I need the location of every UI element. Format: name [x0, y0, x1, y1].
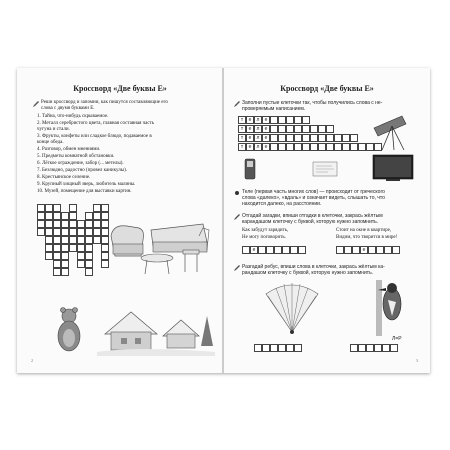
crossword-cell[interactable]	[61, 268, 69, 276]
clue-item: 5. Предметы комнатной обстановки.	[37, 154, 115, 159]
crossword-cell[interactable]	[69, 236, 77, 244]
tele-letter-cell[interactable]: е	[262, 134, 270, 142]
empty-answer-cell[interactable]	[310, 125, 318, 133]
empty-answer-cell[interactable]	[294, 134, 302, 142]
crossword-cell[interactable]	[69, 220, 77, 228]
empty-answer-cell[interactable]	[302, 125, 310, 133]
page-number-left: 2	[31, 358, 33, 363]
crossword-cell[interactable]	[85, 220, 93, 228]
crossword-cell[interactable]	[69, 204, 77, 212]
clue-item: 7. Безлюдно, радостно (провел каникулы).	[37, 168, 128, 173]
crossword-cell[interactable]	[45, 228, 53, 236]
left-instruction-line-2: слова с двумя буквами Е.	[41, 106, 95, 111]
crossword-cell[interactable]	[53, 260, 61, 268]
crossword-cell[interactable]	[93, 204, 101, 212]
crossword-cell[interactable]	[45, 244, 53, 252]
empty-answer-cell[interactable]	[278, 116, 286, 124]
rebus-hint: Л=Р	[392, 336, 402, 342]
left-instruction-line-1: Реши кроссворд и запомни, как пишутся составляющие его	[41, 100, 168, 105]
rebus-cell[interactable]	[358, 344, 366, 352]
crossword-cell[interactable]	[37, 220, 45, 228]
task2-line-2: карандашом клеточку с буквой, которую нужно запомнить.	[242, 219, 379, 225]
tele-note-line-1: Теле (первая часть многих слов) — происходит от греческого	[242, 189, 385, 195]
crossword-cell[interactable]	[45, 212, 53, 220]
crossword-cell[interactable]	[77, 252, 85, 260]
crossword-cell[interactable]	[53, 204, 61, 212]
empty-answer-cell[interactable]	[350, 143, 358, 151]
rebus-cell[interactable]	[286, 344, 294, 352]
empty-answer-cell[interactable]	[278, 125, 286, 133]
rebus-cell[interactable]	[294, 344, 302, 352]
crossword-cell[interactable]	[53, 244, 61, 252]
tele-letter-cell[interactable]: е	[246, 134, 254, 142]
empty-answer-cell[interactable]	[286, 116, 294, 124]
riddle-cell[interactable]: е	[250, 246, 258, 254]
telegram-illustration	[312, 160, 338, 178]
woodpecker-illustration	[372, 280, 412, 336]
rebus-cell[interactable]	[270, 344, 278, 352]
clue-item: 3. Фрукты, конфеты или сладкое блюдо, подаваемое в	[37, 134, 152, 139]
riddle2-line-2: Видим, что творится в мире!	[336, 235, 398, 240]
empty-answer-cell[interactable]	[286, 125, 294, 133]
clue-item: 4. Разговор, обмен мнениями.	[37, 147, 101, 152]
task1-line-1: Заполни пустые клеточки так, чтобы получились слова с не-	[242, 100, 383, 106]
empty-answer-cell[interactable]	[270, 143, 278, 151]
tele-letter-cell[interactable]: е	[262, 125, 270, 133]
riddle-cell[interactable]	[298, 246, 306, 254]
crossword-cell[interactable]	[93, 212, 101, 220]
task3-line-1: Разгадай ребус, впиши слова в клеточки, закрась жёлтым ка-	[242, 264, 385, 270]
crossword-cell[interactable]	[53, 236, 61, 244]
riddle-cell[interactable]	[376, 246, 384, 254]
pencil-icon	[234, 214, 240, 220]
tele-letter-cell[interactable]: е	[262, 143, 270, 151]
empty-answer-cell[interactable]	[270, 134, 278, 142]
empty-answer-cell[interactable]	[302, 143, 310, 151]
pencil-icon	[234, 265, 240, 271]
right-page	[224, 68, 430, 373]
empty-answer-cell[interactable]	[334, 134, 342, 142]
left-page	[17, 68, 223, 373]
tele-letter-cell[interactable]: т	[238, 125, 246, 133]
rebus-cell[interactable]	[382, 344, 390, 352]
crossword-cell[interactable]	[69, 212, 77, 220]
left-page-title: Кроссворд «Две буквы Е»	[73, 84, 167, 93]
village-illustration	[97, 296, 215, 356]
riddle-cell[interactable]	[242, 246, 250, 254]
open-workbook	[17, 68, 430, 373]
crossword-cell[interactable]	[93, 228, 101, 236]
tele-letter-cell[interactable]: л	[254, 134, 262, 142]
empty-answer-cell[interactable]	[342, 143, 350, 151]
crossword-cell[interactable]	[69, 244, 77, 252]
empty-answer-cell[interactable]	[326, 134, 334, 142]
riddle-cell[interactable]	[290, 246, 298, 254]
crossword-cell[interactable]	[53, 228, 61, 236]
empty-answer-cell[interactable]	[294, 116, 302, 124]
crossword-cell[interactable]	[53, 212, 61, 220]
crossword-cell[interactable]	[53, 252, 61, 260]
tele-letter-cell[interactable]: т	[238, 134, 246, 142]
empty-answer-cell[interactable]	[334, 143, 342, 151]
crossword-cell[interactable]	[85, 244, 93, 252]
crossword-cell[interactable]	[85, 260, 93, 268]
tele-letter-cell[interactable]: е	[262, 116, 270, 124]
crossword-cell[interactable]	[45, 220, 53, 228]
clue-item: 2. Металл серебристого цвета, главная составная часть	[37, 121, 155, 126]
crossword-cell[interactable]	[61, 252, 69, 260]
crossword-cell[interactable]	[61, 236, 69, 244]
empty-answer-cell[interactable]	[342, 134, 350, 142]
riddle1-line-2: Не могу поговорить.	[242, 235, 286, 240]
empty-answer-cell[interactable]	[302, 116, 310, 124]
riddle-cell[interactable]	[352, 246, 360, 254]
empty-answer-cell[interactable]	[318, 125, 326, 133]
empty-answer-cell[interactable]	[294, 125, 302, 133]
crossword-cell[interactable]	[45, 252, 53, 260]
riddle1-line-1: Как забудут зарядить,	[242, 228, 289, 233]
clue-item: 1. Тайна, что-нибудь скрываемое.	[37, 114, 109, 119]
pencil-icon	[234, 101, 240, 107]
empty-answer-cell[interactable]	[286, 143, 294, 151]
crossword-cell[interactable]	[85, 236, 93, 244]
right-page-title: Кроссворд «Две буквы Е»	[280, 84, 374, 93]
crossword-cell[interactable]	[77, 260, 85, 268]
empty-answer-cell[interactable]	[278, 134, 286, 142]
tele-letter-cell[interactable]: л	[254, 143, 262, 151]
note-marker-icon	[234, 190, 240, 196]
crossword-cell[interactable]	[53, 220, 61, 228]
rebus-cell[interactable]	[390, 344, 398, 352]
empty-answer-cell[interactable]	[318, 143, 326, 151]
empty-answer-cell[interactable]	[318, 134, 326, 142]
crossword-cell[interactable]	[85, 228, 93, 236]
empty-answer-cell[interactable]	[270, 116, 278, 124]
crossword-cell[interactable]	[93, 220, 101, 228]
crossword-cell[interactable]	[61, 228, 69, 236]
riddle-cell[interactable]	[392, 246, 400, 254]
crossword-cell[interactable]	[69, 228, 77, 236]
empty-answer-cell[interactable]	[302, 134, 310, 142]
riddle-cell[interactable]	[282, 246, 290, 254]
empty-answer-cell[interactable]	[286, 134, 294, 142]
phone-illustration	[242, 158, 258, 180]
crossword-cell[interactable]	[77, 220, 85, 228]
crossword-cell[interactable]	[53, 268, 61, 276]
crossword-cell[interactable]	[77, 236, 85, 244]
crossword-cell[interactable]	[37, 212, 45, 220]
clue-item: 6. Лёгкое ограждение, забор (... метелы).	[37, 161, 124, 166]
empty-answer-cell[interactable]	[310, 134, 318, 142]
empty-answer-cell[interactable]	[350, 134, 358, 142]
crossword-cell[interactable]	[85, 212, 93, 220]
empty-answer-cell[interactable]	[270, 125, 278, 133]
task1-line-2: проверяемым написанием.	[242, 106, 306, 112]
crossword-cell[interactable]	[85, 268, 93, 276]
furniture-illustration	[107, 216, 217, 276]
clue-item: 10. Музей, помещение для выставки картин.	[37, 189, 132, 194]
task2-line-1: Отгадай загадки, впиши отгадки в клеточки, закрась жёлтым	[242, 213, 383, 219]
tele-letter-cell[interactable]: л	[254, 125, 262, 133]
tele-note-line-3: находится далеко, на расстоянии.	[242, 201, 322, 207]
crossword-cell[interactable]	[85, 252, 93, 260]
crossword-cell[interactable]	[45, 204, 53, 212]
crossword-cell[interactable]	[61, 212, 69, 220]
rebus-cell[interactable]	[366, 344, 374, 352]
riddle-cell[interactable]: е	[360, 246, 368, 254]
crossword-cell[interactable]	[77, 244, 85, 252]
riddle-cell[interactable]	[266, 246, 274, 254]
riddle-cell[interactable]	[258, 246, 266, 254]
riddle-cell[interactable]	[384, 246, 392, 254]
riddle-cell[interactable]	[336, 246, 344, 254]
telescope-illustration	[372, 112, 412, 152]
riddle-cell[interactable]	[274, 246, 282, 254]
crossword-cell[interactable]	[61, 244, 69, 252]
crossword-cell[interactable]	[101, 204, 109, 212]
tele-letter-cell[interactable]: л	[254, 116, 262, 124]
empty-answer-cell[interactable]	[294, 143, 302, 151]
tele-letter-cell[interactable]: т	[238, 116, 246, 124]
riddle2-line-1: Стоит на окне в квартире,	[336, 228, 392, 233]
tele-note-line-2: слова «далеко», «вдаль» и означает видеть, слышать то, что	[242, 195, 385, 201]
fan-illustration	[264, 280, 320, 336]
empty-answer-cell[interactable]	[278, 143, 286, 151]
tv-illustration	[372, 154, 414, 182]
rebus-cell[interactable]	[374, 344, 382, 352]
empty-answer-cell[interactable]	[326, 125, 334, 133]
rebus-cell[interactable]	[350, 344, 358, 352]
pencil-icon	[33, 101, 39, 107]
empty-answer-cell[interactable]	[358, 143, 366, 151]
rebus-cell[interactable]	[262, 344, 270, 352]
tele-letter-cell[interactable]: е	[246, 125, 254, 133]
rebus-cell[interactable]	[278, 344, 286, 352]
crossword-cell[interactable]	[37, 204, 45, 212]
crossword-cell[interactable]	[77, 228, 85, 236]
crossword-cell[interactable]	[61, 220, 69, 228]
empty-answer-cell[interactable]	[326, 143, 334, 151]
crossword-cell[interactable]	[93, 236, 101, 244]
tele-letter-cell[interactable]: т	[238, 143, 246, 151]
crossword-cell[interactable]	[45, 236, 53, 244]
clue-item: 9. Крупный хищный зверь, любитель малины.	[37, 182, 136, 187]
clue-item: конце обеда.	[37, 140, 64, 145]
tele-letter-cell[interactable]: е	[246, 143, 254, 151]
crossword-cell[interactable]	[61, 260, 69, 268]
rebus-cell[interactable]	[254, 344, 262, 352]
riddle-cell[interactable]	[344, 246, 352, 254]
crossword-cell[interactable]	[37, 228, 45, 236]
bear-illustration	[51, 306, 87, 356]
tele-letter-cell[interactable]: е	[246, 116, 254, 124]
clue-item: 8. Крестьянское селение.	[37, 175, 91, 180]
page-number-right: 3	[416, 358, 418, 363]
riddle-cell[interactable]	[368, 246, 376, 254]
clue-item: чугуна и стали.	[37, 127, 70, 132]
task3-line-2: рандашом клеточку с буквой, которую нужно запомнить.	[242, 270, 374, 276]
empty-answer-cell[interactable]	[310, 143, 318, 151]
